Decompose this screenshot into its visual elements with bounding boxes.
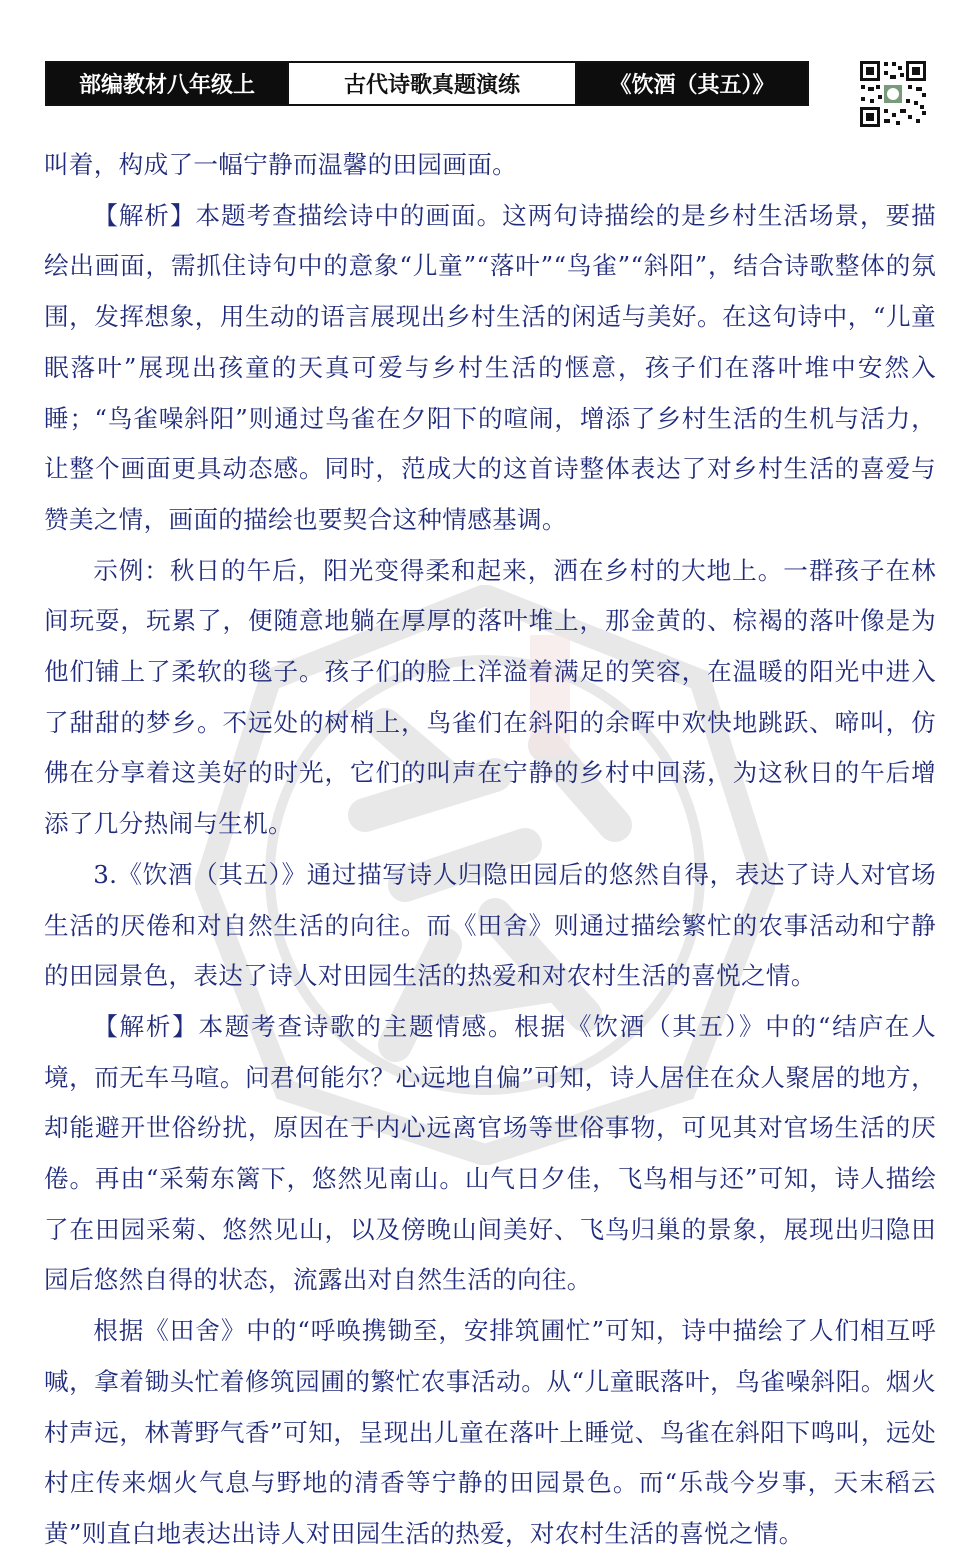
paragraph-analysis-2: 【解析】本题考查诗歌的主题情感。根据《饮酒（其五）》中的“结庐在人境，而无车马喧。问君何能尔？心远地自偏”可知，诗人居住在众人聚居的地方，却能避开世俗纷扰，原因在于内心远离官场等世俗事物，可见其对官场生活的厌倦。再由“采菊东篱下，悠然见南山。山气日夕佳，飞鸟相与还”可知，诗人描绘了在田园采菊、悠然见山，以及傍晚山间美好、飞鸟归巢的景象，展现出归隐田园后悠然自得的状态，流露出对自然生活的向往。 <box>44 1011 936 1295</box>
paragraph-tianshe: 根据《田舍》中的“呼唤携锄至，安排筑圃忙”可知，诗中描绘了人们相互呼喊，拿着锄头忙着修筑园圃的繁忙农事活动。从“儿童眠落叶，鸟雀噪斜阳。烟火村声远，林菁野气香”可知，呈现出儿童在落叶上睡觉、鸟雀在斜阳下鸣叫，远处村庄传来烟火气息与野地的清香等宁静的田园景色。而“乐哉今岁事，天末稻云黄”则直白地表达出诗人对田园生活的热爱，对农村生活的喜悦之情。 <box>44 1316 936 1548</box>
document-body <box>44 140 936 1560</box>
paragraph-example: 示例：秋日的午后，阳光变得柔和起来，洒在乡村的大地上。一群孩子在林间玩耍，玩累了，便随意地躺在厚厚的落叶堆上，那金黄的、棕褐的落叶像是为他们铺上了柔软的毯子。孩子们的脸上洋溢着满足的笑容，在温暖的阳光中进入了甜甜的梦乡。不远处的树梢上，鸟雀们在斜阳的余晖中欢快地跳跃、啼叫，仿佛在分享着这美好的时光，它们的叫声在宁静的乡村中回荡，为这秋日的午后增添了几分热闹与生机。 <box>44 555 936 839</box>
paragraph-analysis-1: 【解析】本题考查描绘诗中的画面。这两句诗描绘的是乡村生活场景，要描绘出画面，需抓住诗句中的意象“儿童”“落叶”“鸟雀”“斜阳”，结合诗歌整体的氛围，发挥想象，用生动的语言展现出乡村生活的闲适与美好。在这句诗中，“儿童眠落叶”展现出孩童的天真可爱与乡村生活的惬意，孩子们在落叶堆中安然入睡；“鸟雀噪斜阳”则通过鸟雀在夕阳下的喧闹，增添了乡村生活的生机与活力，让整个画面更具动态感。同时，范成大的这首诗整体表达了对乡村生活的喜爱与赞美之情，画面的描绘也要契合这种情感基调。 <box>44 200 937 534</box>
paragraph-continuation: 叫着，构成了一幅宁静而温馨的田园画面。 <box>44 150 517 179</box>
analysis-tag: 【解析】 <box>93 200 196 230</box>
analysis-tag: 【解析】 <box>93 1011 199 1041</box>
header-poem-title: 《饮酒（其五）》 <box>577 63 807 104</box>
qr-code-icon <box>858 59 928 129</box>
header-section-title: 古代诗歌真题演练 <box>287 63 577 104</box>
header-grade-label: 部编教材八年级上 <box>47 63 287 104</box>
paragraph-answer-3: 3.《饮酒（其五）》通过描写诗人归隐田园后的悠然自得，表达了诗人对官场生活的厌倦和对自然生活的向往。而《田舍》则通过描绘繁忙的农事活动和宁静的田园景色，表达了诗人对田园生活的热爱和对农村生活的喜悦之情。 <box>44 859 936 991</box>
header-banner <box>45 61 809 106</box>
